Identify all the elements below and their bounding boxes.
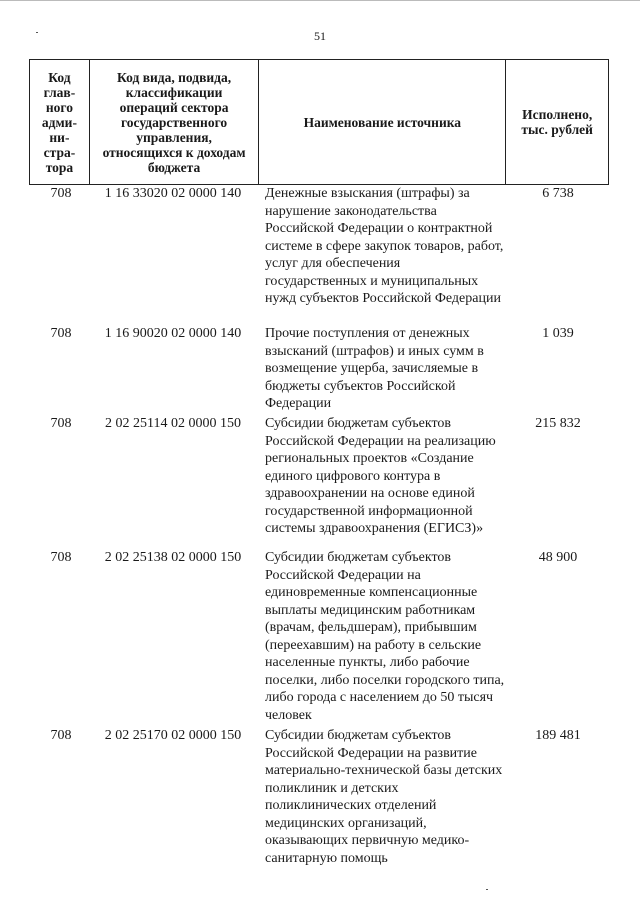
header-admin-code: Код глав-ного адми-ни-стра-тора: [30, 60, 90, 184]
source-name-cell: Денежные взыскания (штрафы) за нарушение законодательства Российской Федерации о контрактной системе в сфере закупок товаров, работ, услуг для обеспечения государственных и муниципальных нужд субъектов Российской Федерации: [265, 186, 504, 306]
header-classification-code: Код вида, подвида, классификации операций сектора государственного управления, относящихся к доходам бюджета: [90, 60, 259, 184]
classification-code-cell: 2 02 25114 02 0000 150: [105, 416, 241, 431]
source-name-cell: Субсидии бюджетам субъектов Российской Федерации на единовременные компенсационные выплаты медицинским работникам (врачам, фельдшерам), прибывшим (переехавшим) на работу в сельские населенные пункты, либо рабочие поселки, либо поселки городского типа, либо города с населением до 50 тысяч человек: [265, 550, 505, 723]
classification-code-cell: 2 02 25138 02 0000 150: [104, 550, 242, 565]
admin-code-cell: 708: [50, 416, 72, 431]
header-executed: Исполнено, тыс. рублей: [521, 107, 593, 137]
scan-speck: [486, 889, 488, 890]
table-row: [29, 185, 609, 325]
scan-top-edge: [0, 0, 640, 1]
executed-cell: 189 481: [535, 728, 581, 743]
table-row: [29, 325, 609, 415]
table-row: [29, 415, 609, 549]
classification-code-cell: 2 02 25170 02 0000 150: [104, 728, 242, 743]
executed-cell: 215 832: [535, 416, 581, 431]
executed-cell: 6 738: [542, 186, 574, 201]
page-number: 51: [314, 29, 326, 43]
table-row: [29, 727, 609, 869]
source-name-cell: Прочие поступления от денежных взысканий (штрафов) и иных сумм в возмещение ущерба, зачисляемые в бюджеты субъектов Российской Федерации: [265, 326, 484, 411]
table-header: [29, 59, 609, 185]
admin-code-cell: 708: [50, 728, 72, 743]
source-name-cell: Субсидии бюджетам субъектов Российской Федерации на реализацию региональных проектов «Создание единого цифрового контура в здравоохранении на основе единой государственной информационной системы здравоохранения (ЕГИСЗ)»: [265, 416, 496, 536]
header-source-name: Наименование источника: [259, 60, 506, 184]
executed-cell: 1 039: [542, 326, 574, 341]
table-row: [29, 549, 609, 727]
admin-code-cell: 708: [50, 186, 72, 201]
executed-cell: 48 900: [538, 550, 578, 565]
classification-code-cell: 1 16 90020 02 0000 140: [104, 326, 242, 341]
classification-code-cell: 1 16 33020 02 0000 140: [104, 186, 242, 201]
revenue-table: [29, 59, 609, 869]
source-name-cell: Субсидии бюджетам субъектов Российской Федерации на развитие материально-технической базы детских поликлиник и детских поликлинических отделений медицинских организаций, оказывающих первичную медико-санитарную помощь: [265, 728, 503, 866]
admin-code-cell: 708: [50, 550, 72, 565]
admin-code-cell: 708: [50, 326, 72, 341]
